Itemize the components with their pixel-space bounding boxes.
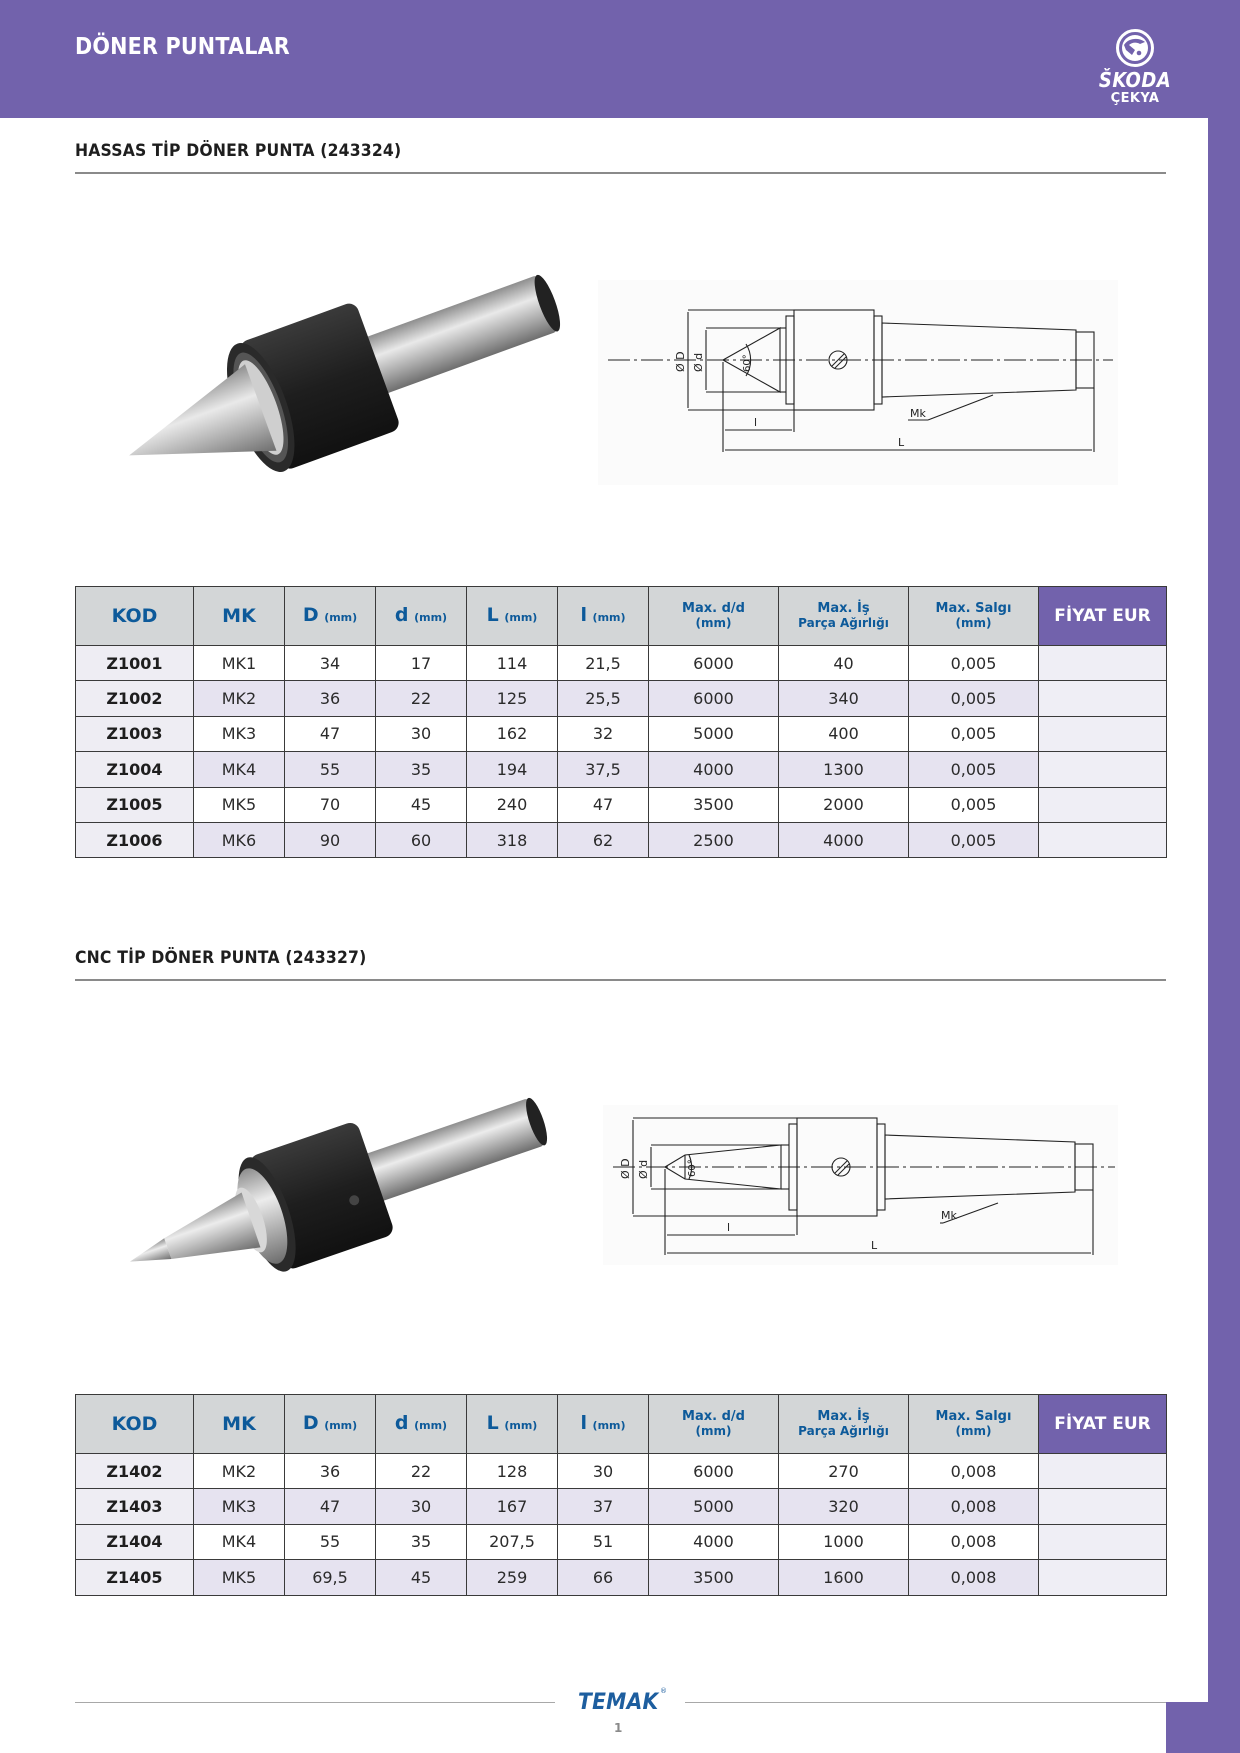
cell-L: 318 (467, 822, 558, 857)
cell-D: 69,5 (285, 1560, 376, 1595)
cell-max-runout: 0,008 (909, 1524, 1039, 1559)
table-row (76, 1560, 1167, 1595)
cell-mk: MK3 (194, 716, 285, 751)
table-row (76, 1454, 1167, 1489)
cell-d: 35 (376, 752, 467, 787)
cell-max-runout: 0,008 (909, 1454, 1039, 1489)
section-divider (75, 979, 1166, 981)
table-row (76, 716, 1167, 751)
cell-mk: MK4 (194, 1524, 285, 1559)
col-D: D (mm) (285, 587, 376, 646)
cell-price (1039, 646, 1167, 681)
brand-logo (1085, 28, 1185, 106)
cell-l: 62 (558, 822, 649, 857)
cell-price (1039, 681, 1167, 716)
page-number: 1 (614, 1721, 623, 1735)
col-max-runout: Max. Salgı (mm) (909, 1395, 1039, 1454)
cell-max-weight: 270 (779, 1454, 909, 1489)
cell-L: 162 (467, 716, 558, 751)
cell-max-dd: 5000 (649, 716, 779, 751)
col-max-runout: Max. Salgı (mm) (909, 587, 1039, 646)
cell-kod: Z1005 (76, 787, 194, 822)
table-row (76, 1524, 1167, 1559)
cell-L: 240 (467, 787, 558, 822)
cell-max-weight: 1300 (779, 752, 909, 787)
cell-max-runout: 0,005 (909, 787, 1039, 822)
cell-mk: MK2 (194, 1454, 285, 1489)
cell-max-runout: 0,005 (909, 822, 1039, 857)
cell-mk: MK6 (194, 822, 285, 857)
table-header-row (76, 1395, 1167, 1454)
label-D: Ø D (619, 1158, 632, 1179)
cell-D: 90 (285, 822, 376, 857)
cell-l: 21,5 (558, 646, 649, 681)
cell-mk: MK5 (194, 787, 285, 822)
cell-D: 34 (285, 646, 376, 681)
cell-max-weight: 1600 (779, 1560, 909, 1595)
cell-kod: Z1003 (76, 716, 194, 751)
col-kod: KOD (76, 1395, 194, 1454)
label-D: Ø D (674, 351, 687, 372)
table-row (76, 822, 1167, 857)
cell-kod: Z1001 (76, 646, 194, 681)
cell-max-dd: 6000 (649, 646, 779, 681)
section-title-cnc: CNC TİP DÖNER PUNTA (243327) (75, 948, 367, 968)
cell-max-weight: 400 (779, 716, 909, 751)
label-angle: 60° (742, 354, 753, 372)
cell-mk: MK4 (194, 752, 285, 787)
footer-rule-left (75, 1702, 555, 1703)
cell-L: 194 (467, 752, 558, 787)
cell-l: 51 (558, 1524, 649, 1559)
cell-max-dd: 4000 (649, 1524, 779, 1559)
cell-D: 36 (285, 1454, 376, 1489)
col-mk: MK (194, 1395, 285, 1454)
cell-price (1039, 716, 1167, 751)
cell-price (1039, 822, 1167, 857)
cell-max-runout: 0,005 (909, 646, 1039, 681)
cell-mk: MK5 (194, 1560, 285, 1595)
cell-max-weight: 320 (779, 1489, 909, 1524)
cell-max-dd: 3500 (649, 787, 779, 822)
cell-price (1039, 1524, 1167, 1559)
cell-l: 25,5 (558, 681, 649, 716)
cell-D: 55 (285, 1524, 376, 1559)
label-L: L (871, 1239, 878, 1252)
cell-l: 37 (558, 1489, 649, 1524)
cell-max-runout: 0,005 (909, 681, 1039, 716)
cell-kod: Z1405 (76, 1560, 194, 1595)
cell-max-weight: 2000 (779, 787, 909, 822)
cell-d: 17 (376, 646, 467, 681)
cell-price (1039, 787, 1167, 822)
cell-D: 70 (285, 787, 376, 822)
cell-L: 114 (467, 646, 558, 681)
cell-price (1039, 1489, 1167, 1524)
cell-mk: MK1 (194, 646, 285, 681)
cell-price (1039, 752, 1167, 787)
cell-max-weight: 40 (779, 646, 909, 681)
cell-max-weight: 1000 (779, 1524, 909, 1559)
table-row (76, 1489, 1167, 1524)
cell-d: 45 (376, 787, 467, 822)
cell-l: 66 (558, 1560, 649, 1595)
live-center-precision-photo (115, 245, 585, 505)
skoda-emblem-icon (1115, 28, 1155, 68)
cell-d: 60 (376, 822, 467, 857)
cell-D: 36 (285, 681, 376, 716)
col-d: d (mm) (376, 1395, 467, 1454)
cell-max-runout: 0,005 (909, 752, 1039, 787)
cell-kod: Z1402 (76, 1454, 194, 1489)
cell-kod: Z1002 (76, 681, 194, 716)
page-title: DÖNER PUNTALAR (75, 34, 290, 60)
cell-D: 47 (285, 1489, 376, 1524)
cell-kod: Z1404 (76, 1524, 194, 1559)
col-price: FİYAT EUR (1039, 587, 1167, 646)
cell-max-dd: 2500 (649, 822, 779, 857)
section-title-precision: HASSAS TİP DÖNER PUNTA (243324) (75, 141, 402, 161)
cell-l: 30 (558, 1454, 649, 1489)
registered-mark: ® (660, 1687, 667, 1695)
col-d: d (mm) (376, 587, 467, 646)
brand-subtitle: ÇEKYA (1110, 91, 1160, 106)
col-L: L (mm) (467, 1395, 558, 1454)
cell-L: 167 (467, 1489, 558, 1524)
cell-D: 55 (285, 752, 376, 787)
cell-d: 45 (376, 1560, 467, 1595)
label-d: Ø d (637, 1159, 650, 1179)
cell-max-runout: 0,005 (909, 716, 1039, 751)
technical-drawing-precision (598, 280, 1118, 485)
cell-d: 35 (376, 1524, 467, 1559)
cell-d: 22 (376, 681, 467, 716)
col-D: D (mm) (285, 1395, 376, 1454)
cell-price (1039, 1454, 1167, 1489)
cell-L: 259 (467, 1560, 558, 1595)
col-l: l (mm) (558, 587, 649, 646)
table-header-row (76, 587, 1167, 646)
cell-max-weight: 340 (779, 681, 909, 716)
col-L: L (mm) (467, 587, 558, 646)
cell-d: 30 (376, 1489, 467, 1524)
footer-rule-right (685, 1702, 1166, 1703)
cell-d: 30 (376, 716, 467, 751)
cell-d: 22 (376, 1454, 467, 1489)
cell-max-runout: 0,008 (909, 1489, 1039, 1524)
label-L: L (898, 436, 905, 449)
cell-price (1039, 1560, 1167, 1595)
col-max-dd: Max. d/d (mm) (649, 1395, 779, 1454)
cell-max-dd: 6000 (649, 1454, 779, 1489)
label-l: l (754, 416, 758, 429)
cell-L: 207,5 (467, 1524, 558, 1559)
spec-table-cnc (75, 1394, 1167, 1596)
cell-kod: Z1006 (76, 822, 194, 857)
cell-max-runout: 0,008 (909, 1560, 1039, 1595)
table-row (76, 646, 1167, 681)
table-row (76, 752, 1167, 787)
cell-max-dd: 6000 (649, 681, 779, 716)
cell-max-dd: 3500 (649, 1560, 779, 1595)
cell-l: 47 (558, 787, 649, 822)
cell-kod: Z1004 (76, 752, 194, 787)
label-l: l (727, 1221, 731, 1234)
cell-kod: Z1403 (76, 1489, 194, 1524)
col-max-weight: Max. İş Parça Ağırlığı (779, 1395, 909, 1454)
label-mk: Mk (910, 407, 926, 420)
right-accent-bar (1208, 118, 1240, 1753)
cell-D: 47 (285, 716, 376, 751)
table-row (76, 787, 1167, 822)
col-max-dd: Max. d/d (mm) (649, 587, 779, 646)
table-row (76, 681, 1167, 716)
cell-mk: MK3 (194, 1489, 285, 1524)
cell-L: 128 (467, 1454, 558, 1489)
technical-drawing-cnc (603, 1105, 1118, 1265)
corner-accent-block (1166, 1702, 1240, 1753)
col-l: l (mm) (558, 1395, 649, 1454)
cell-mk: MK2 (194, 681, 285, 716)
label-mk: Mk (941, 1209, 957, 1222)
col-mk: MK (194, 587, 285, 646)
label-angle: 60° (687, 1159, 698, 1177)
cell-L: 125 (467, 681, 558, 716)
label-d: Ø d (692, 352, 705, 372)
brand-name: ŠKODA (1098, 68, 1172, 92)
section-divider (75, 172, 1166, 174)
cell-max-dd: 4000 (649, 752, 779, 787)
cell-l: 32 (558, 716, 649, 751)
col-price: FİYAT EUR (1039, 1395, 1167, 1454)
cell-max-dd: 5000 (649, 1489, 779, 1524)
col-kod: KOD (76, 587, 194, 646)
footer-logo: TEMAK (578, 1690, 659, 1715)
col-max-weight: Max. İş Parça Ağırlığı (779, 587, 909, 646)
cell-l: 37,5 (558, 752, 649, 787)
cell-max-weight: 4000 (779, 822, 909, 857)
live-center-cnc-photo (118, 1085, 558, 1295)
spec-table-precision (75, 586, 1167, 858)
